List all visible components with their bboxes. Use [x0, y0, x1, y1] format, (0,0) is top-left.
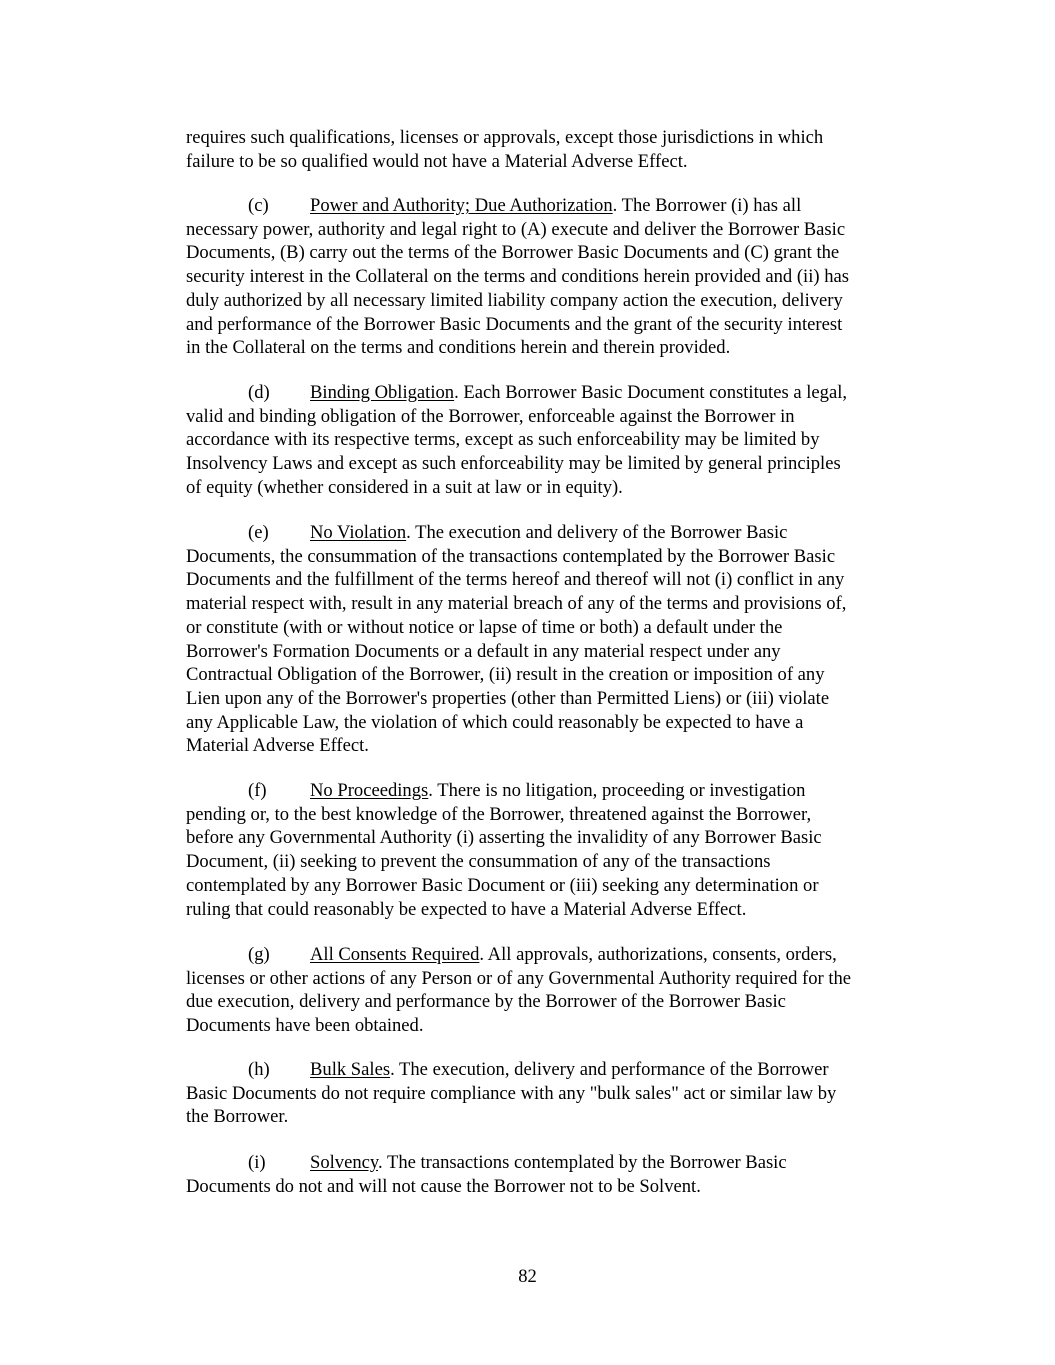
- text-line: before any Governmental Authority (i) asserting the invalidity of any Borrower Basic: [186, 827, 822, 849]
- text-line: ruling that could reasonably be expected to have a Material Adverse Effect.: [186, 898, 747, 920]
- section-first-line: [186, 381, 926, 405]
- text-line: the Borrower.: [186, 1106, 289, 1128]
- text-line: due execution, delivery and performance by the Borrower of the Borrower Basic: [186, 991, 786, 1013]
- text-line: of equity (whether considered in a suit at law or in equity).: [186, 476, 623, 498]
- section-heading: Binding Obligation: [310, 382, 455, 403]
- text-line: any Applicable Law, the violation of which could reasonably be expected to have a: [186, 711, 804, 733]
- text-line: Contractual Obligation of the Borrower, (ii) result in the creation or imposition of any: [186, 664, 825, 686]
- section-first-line: [186, 943, 926, 967]
- text-line: or constitute (with or without notice or lapse of time or both) a default under the: [186, 616, 783, 638]
- section-heading: Power and Authority; Due Authorization: [310, 195, 613, 216]
- section-label: (e): [248, 522, 269, 543]
- text-line: Lien upon any of the Borrower's properties (other than Permitted Liens) or (iii) violate: [186, 687, 830, 709]
- section-label: (i): [248, 1152, 266, 1173]
- text-line: Documents, (B) carry out the terms of the Borrower Basic Documents and (C) grant the: [186, 242, 840, 264]
- text-line: Insolvency Laws and except as such enforceability may be limited by general principles: [186, 453, 841, 475]
- section-label: (h): [248, 1059, 270, 1080]
- section-first-line: [186, 521, 926, 545]
- text-line: material respect with, result in any material breach of any of the terms and provisions of,: [186, 593, 847, 615]
- text-run: . The execution and delivery of the Borrower Basic: [406, 522, 788, 543]
- text-line: licenses or other actions of any Person or of any Governmental Authority required for the: [186, 967, 852, 989]
- text-line: failure to be so qualified would not have a Material Adverse Effect.: [186, 150, 688, 172]
- section-c: [186, 194, 926, 360]
- section-label: (c): [248, 195, 269, 216]
- text-run: . There is no litigation, proceeding or investigation: [428, 780, 806, 801]
- text-line: Documents and the fulfillment of the terms hereof and thereof will not (i) conflict in any: [186, 569, 845, 591]
- section-label: (d): [248, 382, 270, 403]
- text-run: . The transactions contemplated by the Borrower Basic: [378, 1152, 787, 1173]
- section-h: [186, 1058, 926, 1129]
- text-line: Document, (ii) seeking to prevent the consummation of any of the transactions: [186, 851, 771, 873]
- section-d: [186, 381, 926, 500]
- section-label: (g): [248, 944, 270, 965]
- text-line: Basic Documents do not require compliance with any "bulk sales" act or similar law by: [186, 1082, 837, 1104]
- text-run: . All approvals, authorizations, consents, orders,: [479, 944, 837, 965]
- section-first-line: [186, 779, 926, 803]
- text-line: in the Collateral on the terms and conditions herein and therein provided.: [186, 337, 731, 359]
- section-heading: Solvency: [310, 1152, 378, 1173]
- text-run: . Each Borrower Basic Document constitutes a legal,: [454, 382, 848, 403]
- text-line: requires such qualifications, licenses or approvals, except those jurisdictions in which: [186, 127, 824, 148]
- text-line: duly authorized by all necessary limited liability company action the execution, delivery: [186, 289, 843, 311]
- text-run: . The Borrower (i) has all: [612, 195, 802, 216]
- text-line: Documents do not and will not cause the Borrower not to be Solvent.: [186, 1175, 701, 1197]
- text-line: and performance of the Borrower Basic Documents and the grant of the security interest: [186, 313, 843, 335]
- text-run: . The execution, delivery and performance of the Borrower: [390, 1059, 829, 1080]
- section-heading: No Violation: [310, 522, 407, 543]
- text-line: accordance with its respective terms, except as such enforceability may be limited by: [186, 429, 820, 451]
- text-line: necessary power, authority and legal right to (A) execute and deliver the Borrower Basic: [186, 218, 846, 240]
- page-number: 82: [518, 1266, 537, 1287]
- section-e: [186, 521, 926, 758]
- text-line: Documents have been obtained.: [186, 1015, 424, 1037]
- section-first-line: [186, 1151, 926, 1175]
- section-i: [186, 1151, 926, 1198]
- text-line: pending or, to the best knowledge of the Borrower, threatened against the Borrower,: [186, 803, 812, 825]
- section-heading: All Consents Required: [310, 944, 480, 965]
- text-line: Material Adverse Effect.: [186, 735, 369, 757]
- section-first-line: [186, 1058, 926, 1082]
- text-line: Documents, the consummation of the transactions contemplated by the Borrower Basic: [186, 545, 836, 567]
- section-g: [186, 943, 926, 1038]
- section-first-line: [186, 194, 926, 218]
- text-line: valid and binding obligation of the Borrower, enforceable against the Borrower in: [186, 405, 795, 427]
- continuation-paragraph: [186, 126, 926, 173]
- section-heading: Bulk Sales: [310, 1059, 391, 1080]
- text-line: contemplated by any Borrower Basic Document or (iii) seeking any determination or: [186, 874, 819, 896]
- text-line: security interest in the Collateral on the terms and conditions herein provided and (ii) has: [186, 266, 849, 288]
- section-heading: No Proceedings: [310, 780, 429, 801]
- section-label: (f): [248, 780, 267, 801]
- text-line: Borrower's Formation Documents or a default in any material respect under any: [186, 640, 781, 662]
- section-f: [186, 779, 926, 921]
